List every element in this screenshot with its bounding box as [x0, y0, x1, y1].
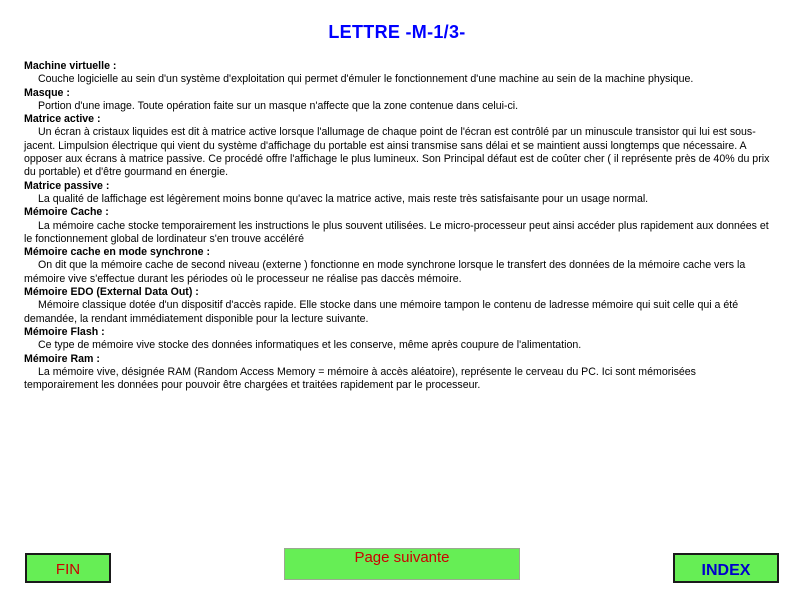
glossary-definition: La qualité de laffichage est légèrement moins bonne qu'avec la matrice active, mais reste très satisfaisante pour un usage normal.	[38, 192, 649, 205]
glossary-term: Machine virtuelle :	[24, 60, 117, 72]
glossary-entry	[24, 286, 772, 326]
glossary-entry	[24, 60, 772, 87]
glossary-definition: Couche logicielle au sein d'un système d'exploitation qui permet d'émuler le fonctionnement d'une machine au sein de la machine physique.	[38, 73, 694, 86]
glossary-content	[24, 60, 772, 392]
glossary-entry	[24, 87, 772, 114]
glossary-term: Matrice passive :	[24, 179, 110, 192]
glossary-definition: Un écran à cristaux liquides est dit à matrice active lorsque l'allumage de chaque point de l'écran est contrôlé par un minuscule transistor qui lui est sous-jacent. Limpulsion électrique qui vient du système d'affichage du portable est ainsi transmise sans délai et se maintient aussi longtemps que nécessaire. A opposer aux écrans à matrice passive. Ce procédé offre l'affichage le plus lumineux. Son Principal défaut est de coûter cher ( il représente près de 40% du prix du portable) et d'être gourmand en énergie.	[24, 126, 770, 179]
glossary-definition: La mémoire vive, désignée RAM (Random Access Memory = mémoire à accès aléatoire), représente le cerveau du PC. Ici sont mémorisées temporairement les données pour pouvoir être chargées et traitées rapidement par le processeur.	[24, 365, 696, 392]
glossary-definition: Portion d'une image. Toute opération faite sur un masque n'affecte que la zone contenue dans celui-ci.	[38, 99, 519, 112]
glossary-entry	[24, 326, 772, 353]
page-title: LETTRE -M-1/3-	[328, 22, 466, 42]
glossary-term: Mémoire Flash :	[24, 325, 105, 338]
next-page-label: Page suivante	[354, 549, 450, 566]
glossary-term: Matrice active :	[24, 113, 101, 126]
fin-button[interactable]: FIN	[25, 553, 111, 583]
glossary-term: Mémoire EDO (External Data Out) :	[24, 286, 199, 299]
glossary-definition: La mémoire cache stocke temporairement les instructions le plus souvent utilisées. Le micro-processeur peut ainsi accéder plus rapidement aux données et le fonctionnement global de lordinateur s'en trouve accéléré	[24, 219, 769, 245]
glossary-term: Mémoire Ram :	[24, 352, 100, 365]
glossary-entry	[24, 206, 772, 246]
glossary-entry	[24, 246, 772, 286]
glossary-entry	[24, 353, 772, 393]
next-page-button[interactable]	[284, 548, 520, 580]
glossary-term: Mémoire cache en mode synchrone :	[24, 246, 211, 259]
glossary-entry	[24, 180, 772, 207]
glossary-definition: Ce type de mémoire vive stocke des données informatiques et les conserve, même après coupure de l'alimentation.	[38, 339, 582, 352]
glossary-entry	[24, 113, 772, 179]
glossary-definition: On dit que la mémoire cache de second niveau (externe ) fonctionne en mode synchrone lorsque le transfert des données de la mémoire cache vers la mémoire vive s'effectue durant les périodes où le processeur ne réalise pas daccès mémoire.	[24, 259, 746, 285]
glossary-term: Mémoire Cache :	[24, 206, 109, 219]
glossary-term: Masque :	[24, 86, 70, 99]
glossary-definition: Mémoire classique dotée d'un dispositif d'accès rapide. Elle stocke dans une mémoire tampon le contenu de ladresse mémoire qui suit celle qui a été demandée, la rendant immédiatement disponible pour la lecture suivante.	[24, 299, 739, 325]
index-button[interactable]: INDEX	[673, 553, 779, 583]
